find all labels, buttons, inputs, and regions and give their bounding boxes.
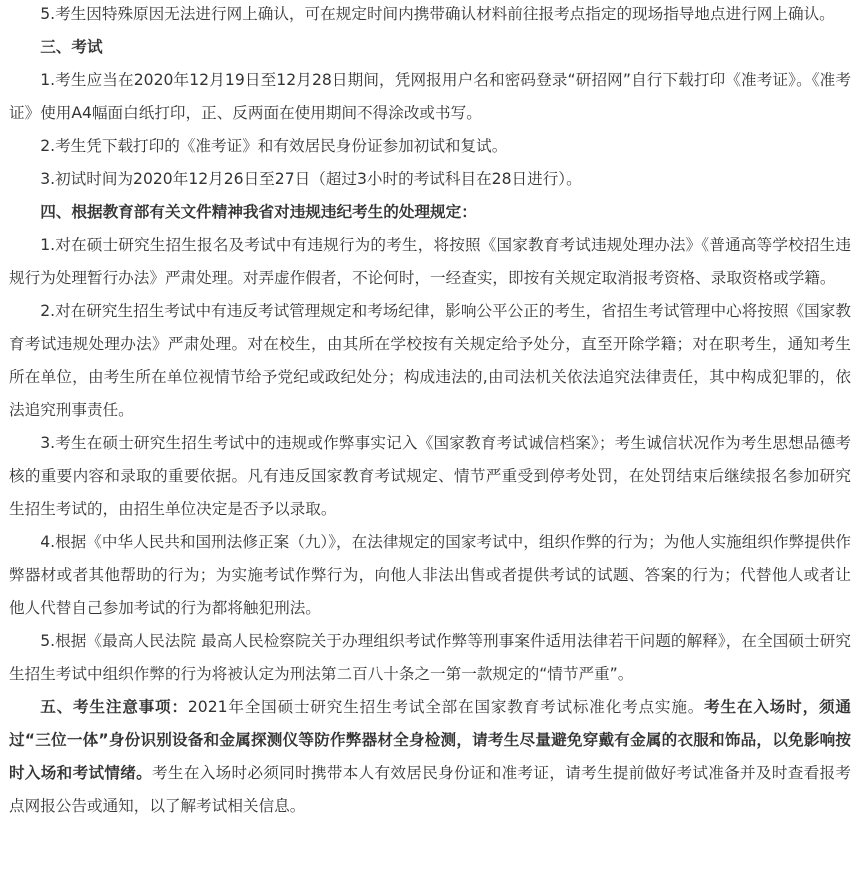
paragraph-violation-rule-2: 2.对在研究生招生考试中有违反考试管理规定和考场纪律，影响公平公正的考生，省招生考试管理中心将按照《国家教育考试违规处理办法》严肃处理。对在校生，由其所在学校按有关规定给予处分，直至开除学籍；对在职考生，通知考生所在单位，由考生所在单位视情节给予党纪或政纪处分；构成违法的,由司法机关依法追究法律责任，其中构成犯罪的，依法追究刑事责任。 bbox=[9, 302, 851, 419]
section-heading-violations: 四、根据教育部有关文件精神我省对违规违纪考生的处理规定： bbox=[40, 203, 477, 221]
paragraph-violation-rule-5: 5.根据《最高人民法院 最高人民检察院关于办理组织考试作弊等刑事案件适用法律若干问题的解释》，在全国硕士研究生招生考试中组织作弊的行为将被认定为刑法第二百八十条之一第一款规定的“情节严重”。 bbox=[9, 632, 851, 683]
paragraph-id-requirement: 2.考生凭下载打印的《准考证》和有效居民身份证参加初试和复试。 bbox=[40, 137, 508, 155]
notes-heading: 五、考生注意事项： bbox=[40, 698, 188, 716]
paragraph-exam-time: 3.初试时间为2020年12月26日至27日（超过3小时的考试科目在28日进行）。 bbox=[40, 170, 582, 188]
notes-text-a: 2021年全国硕士研究生招生考试全部在国家教育考试标准化考点实施。 bbox=[187, 698, 705, 716]
paragraph-violation-rule-4: 4.根据《中华人民共和国刑法修正案（九）》，在法律规定的国家考试中，组织作弊的行为；为他人实施组织作弊提供作弊器材或者其他帮助的行为；为实施考试作弊行为，向他人非法出售或者提供考试的试题、答案的行为；代替他人或者让他人代替自己参加考试的行为都将触犯刑法。 bbox=[9, 533, 851, 617]
paragraph-admission-ticket: 1.考生应当在2020年12月19日至12月28日期间，凭网报用户名和密码登录“研招网”自行下载打印《准考证》。《准考证》使用A4幅面白纸打印，正、反两面在使用期间不得涂改或书写。 bbox=[9, 71, 851, 122]
notes-emphasis: 考生在入场时，须通过“三位一体”身份识别设备和金属探测仪等防作弊器材全身检测，请考生尽量避免穿戴有金属的衣服和饰品，以免影响按时入场和考试情绪。 bbox=[9, 698, 851, 782]
notes-text-b: 考生在入场时必须同时携带本人有效居民身份证和准考证，请考生提前做好考试准备并及时查看报考点网报公告或通知，以了解考试相关信息。 bbox=[9, 764, 851, 815]
section-heading-exam: 三、考试 bbox=[40, 38, 103, 56]
paragraph-candidate-notes bbox=[9, 691, 851, 823]
paragraph-online-confirmation: 5.考生因特殊原因无法进行网上确认，可在规定时间内携带确认材料前往报考点指定的现场指导地点进行网上确认。 bbox=[40, 5, 835, 23]
paragraph-violation-rule-3: 3.考生在硕士研究生招生考试中的违规或作弊事实记入《国家教育考试诚信档案》；考生诚信状况作为考生思想品德考核的重要内容和录取的重要依据。凡有违反国家教育考试规定、情节严重受到停考处罚，在处罚结束后继续报名参加研究生招生考试的，由招生单位决定是否予以录取。 bbox=[9, 434, 851, 518]
paragraph-violation-rule-1: 1.对在硕士研究生招生报名及考试中有违规行为的考生，将按照《国家教育考试违规处理办法》《普通高等学校招生违规行为处理暂行办法》严肃处理。对弄虚作假者，不论何时，一经查实，即按有关规定取消报考资格、录取资格或学籍。 bbox=[9, 236, 851, 287]
